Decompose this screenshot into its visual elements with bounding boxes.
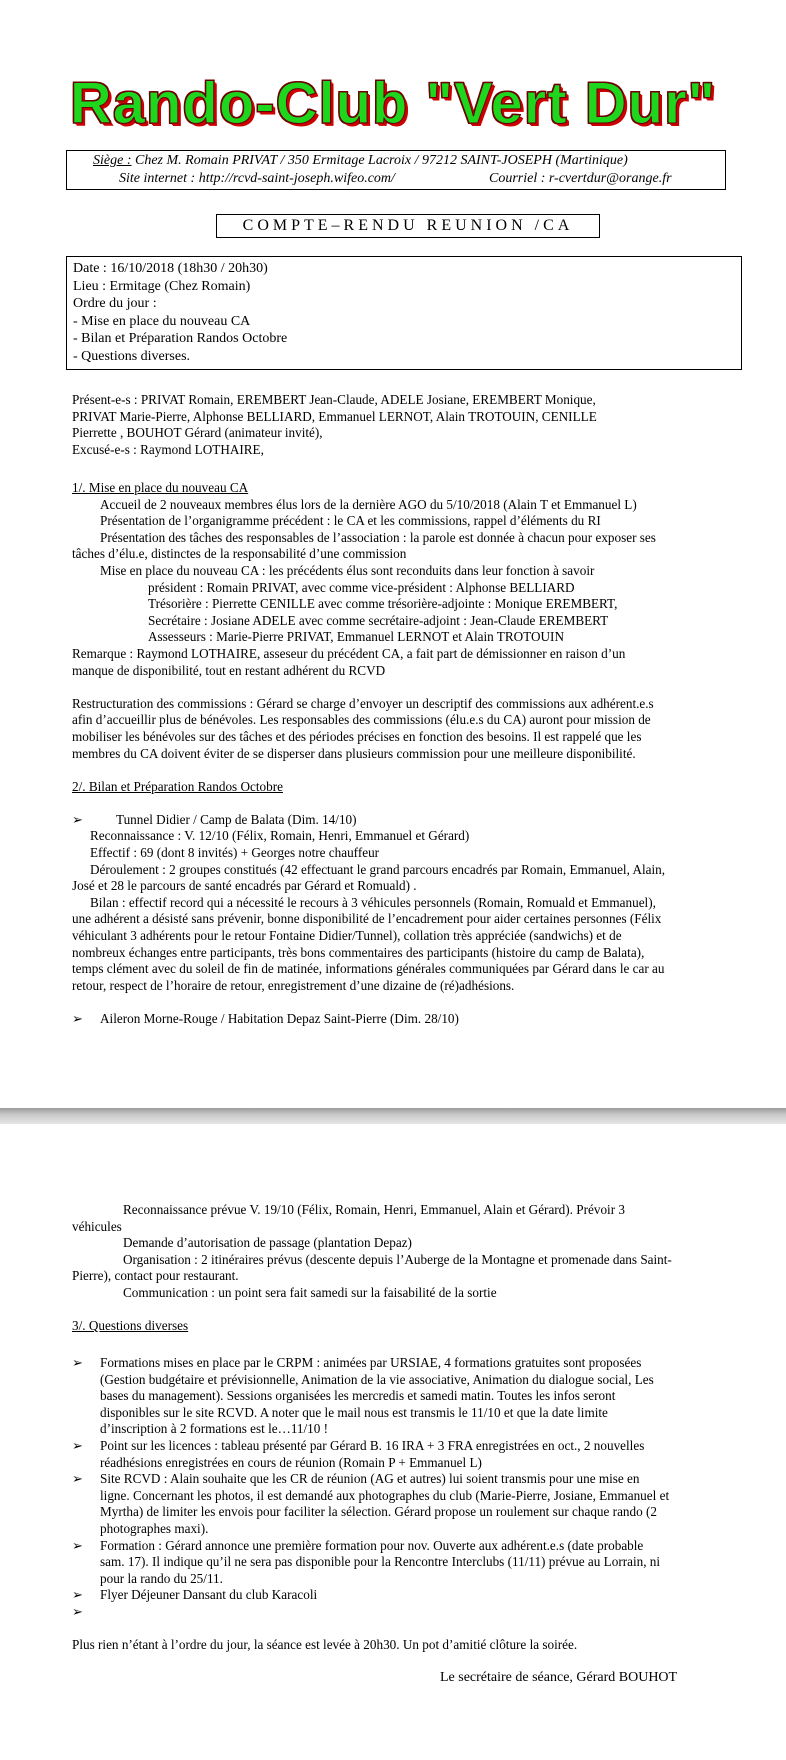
presents-line: Présent-e-s : PRIVAT Romain, EREMBERT Jean-Claude, ADELE Josiane, EREMBERT Monique,: [72, 392, 596, 407]
rando-2-line: Organisation : 2 itinéraires prévus (descente depuis l’Auberge de la Montagne et promenade dans Saint-: [123, 1251, 672, 1267]
rando-2-line: Communication : un point sera fait samedi sur la faisabilité de la sortie: [123, 1284, 497, 1300]
bilan-line: retour, respect de l’horaire de retour, enregistrement d’une dizaine de (ré)adhésions.: [72, 977, 515, 993]
club-title: Rando-Club "Vert Dur": [69, 71, 717, 136]
rando-1-line: Effectif : 69 (dont 8 invités) + Georges notre chauffeur: [90, 845, 380, 861]
attendance: [72, 392, 752, 458]
section-3-list: [72, 1355, 762, 1654]
section-2-heading: 2/. Bilan et Préparation Randos Octobre: [72, 778, 283, 794]
list-item: ➢ Flyer Déjeuner Dansant du club Karacoli: [72, 1587, 318, 1603]
list-item: ➢ Formation : Gérard annonce une première formation pour nov. Ouverte aux adhérent.e.s (date probable sam. 17). Il indique qu’il ne sera pas disponible pour la Rencontre Interclubs (11/11) prévue au Lorrain, ni pour la rando du 25/11.: [72, 1537, 661, 1586]
section-1-heading: 1/. Mise en place du nouveau CA: [72, 480, 249, 495]
arrow-bullet-icon: ➢: [72, 1355, 84, 1370]
restructuration-line: mobiliser les bénévoles sur des tâches et des périodes précises en fonction des besoins. Il est rappelé que les: [72, 728, 642, 744]
arrow-bullet-icon: ➢: [72, 1437, 84, 1453]
rando-2-line: Reconnaissance prévue V. 19/10 (Félix, Romain, Henri, Emmanuel, Alain et Gérard). Prévoir 3: [123, 1202, 625, 1217]
bilan-line: véhiculant 3 adhérents pour le retour Fontaine Didier/Tunnel), collation très appréciée (sandwichs) et de: [72, 928, 622, 944]
rando-2-details: [72, 1202, 762, 1351]
arrow-bullet-icon: ➢: [72, 1471, 84, 1487]
rando-2-title: ➢ Aileron Morne-Rouge / Habitation Depaz Saint-Pierre (Dim. 28/10): [72, 1011, 459, 1026]
agenda-line: Lieu : Ermitage (Chez Romain): [73, 278, 251, 294]
role-secretaire: Secrétaire : Josiane ADELE avec comme secrétaire-adjoint : Jean-Claude EREMBERT: [148, 612, 609, 628]
arrow-bullet-icon: ➢: [72, 811, 84, 827]
section-1: [72, 480, 762, 1028]
remarque-line: Remarque : Raymond LOTHAIRE, asseseur du précédent CA, a fait part de démissionner en raison d’un: [72, 645, 626, 661]
arrow-bullet-icon: ➢: [72, 1011, 84, 1026]
closing-line: Plus rien n’étant à l’ordre du jour, la séance est levée à 20h30. Un pot d’amitié clôture la soirée.: [72, 1637, 578, 1653]
arrow-bullet-icon: ➢: [72, 1603, 84, 1619]
list-item: [72, 1604, 762, 1621]
list-item: ➢ Formations mises en place par le CRPM : animées par URSIAE, 4 formations gratuites sont proposées (Gestion budgétaire et prévisionnelle, Animation de la vie associative, Animation du dialogue social, Les bases du management). Sessions organisées les mercredis et samedi matin. Toutes les infos seront disponibles sur le site RCVD. A noter que le mail nous est transmis le 11/10 et que la date limite d’inscription à 2 formations est le…11/10 !: [72, 1355, 654, 1437]
role-assesseurs: Assesseurs : Marie-Pierre PRIVAT, Emmanuel LERNOT et Alain TROTOUIN: [148, 629, 564, 645]
section-3-heading: 3/. Questions diverses: [72, 1318, 189, 1334]
arrow-bullet-icon: ➢: [72, 1537, 84, 1553]
section-1-line: Accueil de 2 nouveaux membres élus lors de la dernière AGO du 5/10/2018 (Alain T et Emmanuel L): [100, 496, 637, 512]
siege-address: Chez M. Romain PRIVAT / 350 Ermitage Lacroix / 97212 SAINT-JOSEPH (Martinique): [134, 153, 628, 168]
rando-2-line: véhicules: [72, 1218, 122, 1234]
excuses-line: Excusé-e-s : Raymond LOTHAIRE,: [72, 441, 264, 457]
signature: Le secrétaire de séance, Gérard BOUHOT: [440, 1670, 678, 1685]
rando-1-title: ➢ Tunnel Didier / Camp de Balata (Dim. 14/10): [72, 811, 357, 827]
agenda-line: - Questions diverses.: [73, 348, 191, 364]
bilan-line: une adhérent a désisté sans prévenir, bonne disponibilité de l’encadrement pour aider certaines personnes (Félix: [72, 911, 662, 927]
agenda-line: - Mise en place du nouveau CA: [73, 313, 251, 329]
siege-label: Siège :: [93, 153, 132, 168]
restructuration-line: membres du CA doivent éviter de se disperser dans plusieurs commission pour une meilleure disponibilité.: [72, 745, 636, 761]
site-internet: Site internet : http://rcvd-saint-joseph.wifeo.com/: [119, 171, 395, 186]
document-page-2: [0, 1124, 786, 1760]
agenda-line: - Bilan et Préparation Randos Octobre: [73, 331, 288, 346]
arrow-bullet-icon: ➢: [72, 1587, 84, 1603]
bilan-line: temps clément avec du soleil de fin de matinée, informations générales communiquées par Gérard dans le car au: [72, 961, 665, 977]
bilan-line: Bilan : effectif record qui a nécessité le recours à 3 véhicules personnels (Romain, Romuald et Emmanuel),: [90, 894, 656, 910]
section-1-line: Mise en place du nouveau CA : les précédents élus sont reconduits dans leur fonction à savoir: [100, 562, 595, 578]
remarque-line: manque de disponibilité, tout en restant adhérent du RCVD: [72, 662, 386, 678]
rando-2-line: Pierre), contact pour restaurant.: [72, 1268, 239, 1284]
list-item: ➢ Point sur les licences : tableau présenté par Gérard B. 16 IRA + 3 FRA enregistrées en oct., 2 nouvelles réadhésions enregistrées en cours de réunion (Romain P + Emmanuel L): [72, 1437, 645, 1470]
section-1-line: tâches d’élu.e, distinctes de la responsabilité d’une commission: [72, 546, 407, 562]
role-president: président : Romain PRIVAT, avec comme vice-président : Alphonse BELLIARD: [148, 579, 575, 595]
agenda-line: Date : 16/10/2018 (18h30 / 20h30): [73, 261, 268, 276]
restructuration-line: afin d’accueillir plus de bénévoles. Les responsables des commissions (élu.e.s du CA) auront pour mission de: [72, 712, 651, 728]
document-title: COMPTE–RENDU REUNION /CA: [216, 214, 600, 238]
presents-line: PRIVAT Marie-Pierre, Alphonse BELLIARD, Emmanuel LERNOT, Alain TROTOUIN, CENILLE: [72, 408, 597, 424]
restructuration-line: Restructuration des commissions : Gérard se charge d’envoyer un descriptif des commissions aux adhérent.e.s: [72, 695, 654, 711]
rando-1-line: Déroulement : 2 groupes constitués (42 effectuant le grand parcours encadrés par Romain, Emmanuel, Alain,: [90, 861, 666, 877]
rando-1-line: Reconnaissance : V. 12/10 (Félix, Romain, Henri, Emmanuel et Gérard): [90, 828, 470, 844]
list-item: ➢ Site RCVD : Alain souhaite que les CR de réunion (AG et autres) lui soient transmis pour une mise en ligne. Concernant les photos, il est demandé aux photographes du club (Marie-Pierre, Josiane, Emmanuel et Myrtha) de limiter les envois pour faciliter la sélection. Gérard propose un roulement sur chaque rando (2 photographes maxi).: [72, 1471, 670, 1536]
courriel: Courriel : r-cvertdur@orange.fr: [489, 171, 672, 186]
rando-1-line: José et 28 le parcours de santé encadrés par Gérard et Romuald) .: [72, 878, 417, 894]
section-1-line: Présentation des tâches des responsables de l’association : la parole est donnée à chacun pour exposer ses: [100, 529, 656, 545]
role-tresoriere: Trésorière : Pierrette CENILLE avec comme trésorière-adjointe : Monique EREMBERT,: [148, 596, 618, 612]
page-break: [0, 1108, 786, 1124]
bilan-line: nombreux échanges entre participants, très bons commentaires des participants (histoire du camp de Balata),: [72, 944, 645, 960]
section-1-line: Présentation de l’organigramme précédent : le CA et les commissions, rappel d’éléments du RI: [100, 513, 601, 529]
presents-line: Pierrette , BOUHOT Gérard (animateur invité),: [72, 425, 323, 441]
rando-2-line: Demande d’autorisation de passage (plantation Depaz): [123, 1235, 412, 1251]
siege-box: [66, 150, 726, 190]
agenda-line: Ordre du jour :: [73, 296, 157, 311]
agenda-box: [66, 256, 742, 370]
